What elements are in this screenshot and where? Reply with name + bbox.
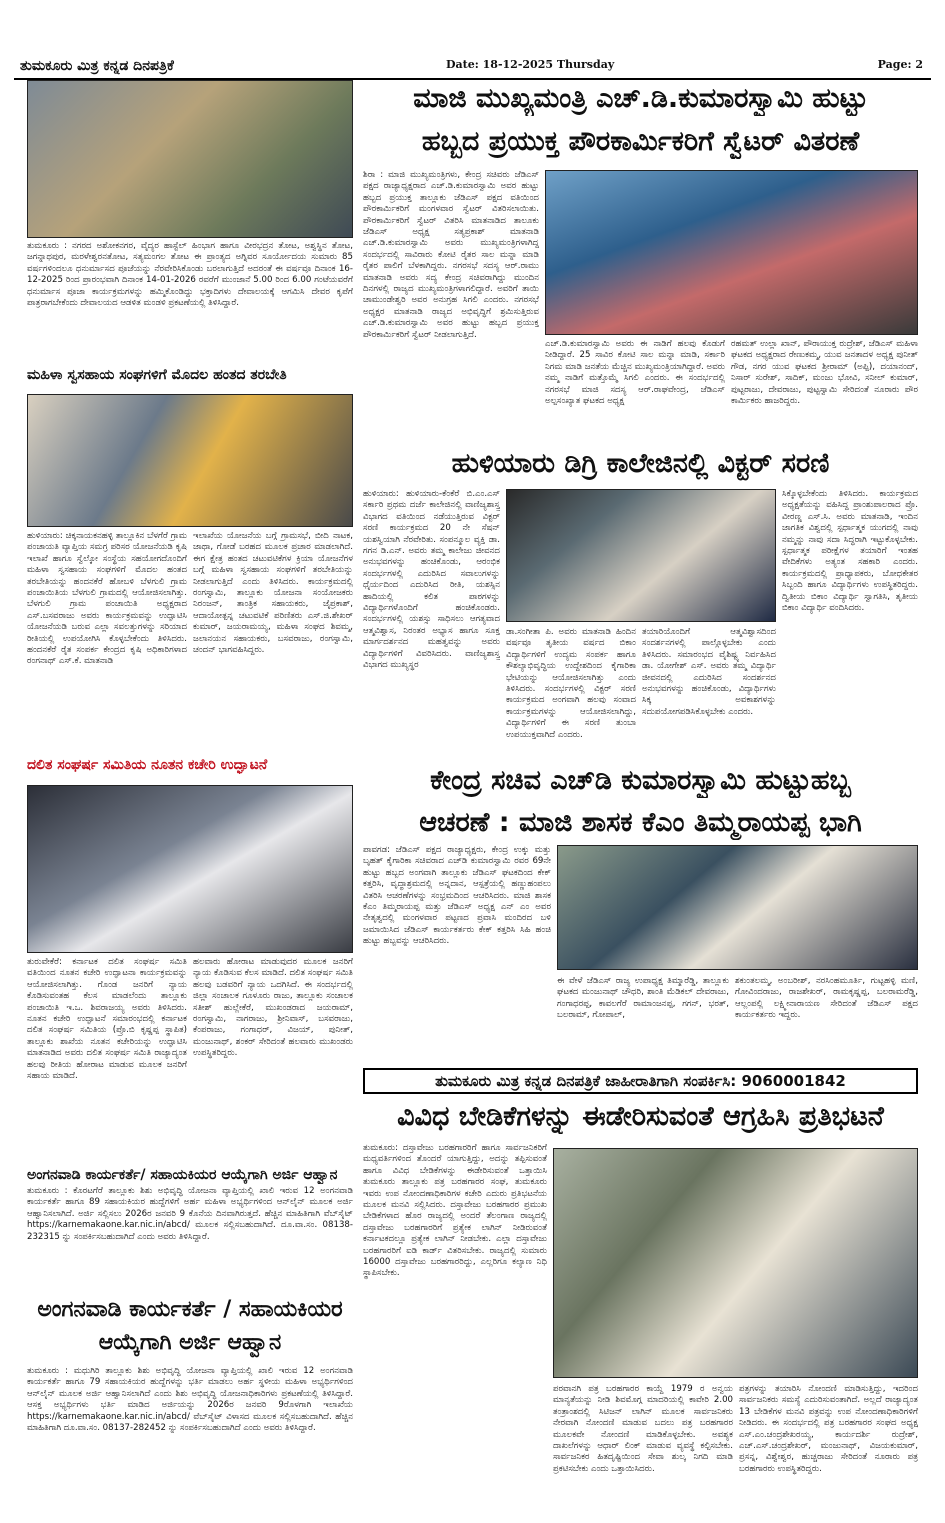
dalit-photo bbox=[27, 785, 353, 953]
training-col-1: ಹುಳಿಯಾರು: ಚಿಕ್ಕನಾಯಕನಹಳ್ಳಿ ತಾಲ್ಲೂಕಿನ ಬೆಳಗೆರೆ ಗ್ರಾಮ ಪಂಚಾಯತಿ ವ್ಯಾಪ್ತಿಯ ಸಮಗ್ರ ಪರಿಸರ ಯೋಜನೆಯಡಿ ಕೃಷಿ ಇಲಾಖೆ ಹಾಗೂ ಸ್ವೆಲ್ಕೋ ಸಂಸ್ಥೆಯ ಸಹಯೋಗದೊಂದಿಗೆ ಮಹಿಳಾ ಸ್ವಸಹಾಯ ಸಂಘಗಳಿಗೆ ಮೊದಲ ಹಂತದ ತರಬೇತಿಯನ್ನು ಹಂದನಕೆರೆ ಹೋಬಳಿ ಬೆಳಗುಲಿ ಗ್ರಾಮ ಪಂಚಾಯಿತಿಯ ಬೆಳಗುಲಿ ಗ್ರಾಮದಲ್ಲಿ ಆಯೋಜಿಸಲಾಗಿತ್ತು. ಬೆಳಗುಲಿ ಗ್ರಾಮ ಪಂಚಾಯಿತಿ ಅಧ್ಯಕ್ಷರಾದ ಎಸ್.ಬಸವರಾಜು ಅವರು ಕಾರ್ಯಕ್ರಮವನ್ನು ಉದ್ಘಾಟಿಸಿ ಯೋಜನೆಯಡಿ ಬರುವ ಎಲ್ಲಾ ಸವಲತ್ತುಗಳನ್ನು ಸರಿಯಾದ ರೀತಿಯಲ್ಲಿ ಉಪಯೋಗಿಸಿ ಕೊಳ್ಳಬೇಕೆಂದು ತಿಳಿಸಿದರು. ಹಂದನಕೆರೆ ರೈತ ಸಂಪರ್ಕ ಕೇಂದ್ರದ ಕೃಷಿ ಅಧಿಕಾರಿಗಳಾದ ರಂಗನಾಥ್ ಎಸ್.ಕೆ. ಮಾತನಾಡಿ bbox=[27, 531, 187, 667]
college-col-4: ಸಿಕ್ಕೊಳ್ಳಬೇಕೆಂದು ತಿಳಿಸಿದರು. ಕಾರ್ಯಕ್ರಮದ ಅಧ್ಯಕ್ಷತೆಯನ್ನು ವಹಿಸಿದ್ದ ಪ್ರಾಂಶುಪಾಲರಾದ ಪ್ರೊ. ವೀರಣ್ಣ ಎಸ್.ಸಿ. ಅವರು ಮಾತನಾಡಿ, ಇಂದಿನ ಜಾಗತಿಕ ವಿಶ್ವದಲ್ಲಿ ಸ್ಪರ್ಧಾತ್ಮಕ ಯುಗದಲ್ಲಿ ನಾವು ನಮ್ಮನ್ನು ನಾವು ಸದಾ ಸಿದ್ಧರಾಗಿ ಇಟ್ಟುಕೊಳ್ಳಬೇಕು. ಸ್ಪರ್ಧಾತ್ಮಕ ಪರೀಕ್ಷೆಗಳ ತಯಾರಿಗೆ ಇಂತಹ ವೇದಿಕೆಗಳು ಅತ್ಯಂತ ಸಹಕಾರಿ ಎಂದರು. ಕಾರ್ಯಕ್ರಮದಲ್ಲಿ ಪ್ರಾಧ್ಯಾಪಕರು, ಬೋಧಕೇತರ ಸಿಬ್ಬಂದಿ ಹಾಗೂ ವಿದ್ಯಾರ್ಥಿಗಳು ಉಪಸ್ಥಿತರಿದ್ದರು. ದ್ವಿತೀಯ ಬಿಕಾಂ ವಿದ್ಯಾರ್ಥಿ ಸ್ವಾಗತಿಸಿ, ತೃತೀಯ ಬಿಕಾಂ ವಿದ್ಯಾರ್ಥಿ ವಂದಿಸಿದರು. bbox=[782, 489, 918, 614]
hdk-col-1: ಪಾವಗಡ: ಜೆಡಿಎಸ್ ಪಕ್ಷದ ರಾಜ್ಯಾಧ್ಯಕ್ಷರು, ಕೇಂದ್ರ ಉಕ್ಕು ಮತ್ತು ಬೃಹತ್ ಕೈಗಾರಿಕಾ ಸಚಿವರಾದ ಎಚ್‌ಡಿ ಕುಮಾರಸ್ವಾಮಿ ರವರ 69ನೇ ಹುಟ್ಟು ಹಬ್ಬದ ಅಂಗವಾಗಿ ತಾಲ್ಲೂಕು ಜೆಡಿಎಸ್ ಘಟಕದಿಂದ ಕೇಕ್ ಕತ್ತರಿಸಿ, ವೃದ್ಧಾಶ್ರಮದಲ್ಲಿ ಅನ್ನದಾನ, ಆಸ್ಪತ್ರೆಯಲ್ಲಿ ಹಣ್ಣುಹಂಪಲು ವಿತರಿಸಿ ಆಚರಣೆಗಳನ್ನು ಸಂಭ್ರಮದಿಂದ ಆಚರಿಸಿದರು. ಮಾಜಿ ಶಾಸಕ ಕೆಎಂ ತಿಮ್ಮರಾಯಪ್ಪ ಮತ್ತು ಜೆಡಿಎಸ್ ಅಧ್ಯಕ್ಷ ಎನ್ ಎಂ ಅವರ ನೇತೃತ್ವದಲ್ಲಿ ಮಂಗಳವಾರ ಪಟ್ಟಣದ ಪ್ರವಾಸಿ ಮಂದಿರದ ಬಳಿ ಜಮಾಯಿಸಿದ ಜೆಡಿಎಸ್ ಕಾರ್ಯಕರ್ತರು ಕೇಕ್ ಕತ್ತರಿಸಿ ಸಿಹಿ ಹಂಚಿ ಹುಟ್ಟು ಹಬ್ಬವನ್ನು ಆಚರಿಸಿದರು. bbox=[363, 845, 551, 947]
paper-title: ತುಮಕೂರು ಮಿತ್ರ ಕನ್ನಡ ದಿನಪತ್ರಿಕೆ bbox=[20, 58, 174, 74]
dalit-col-1: ತುರುವೇಕೆರೆ: ಕರ್ನಾಟಕ ದಲಿತ ಸಂಘರ್ಷ ಸಮಿತಿ ವತಿಯಿಂದ ನೂತನ ಕಚೇರಿ ಉದ್ಘಾಟನಾ ಕಾರ್ಯಕ್ರಮವನ್ನು ಆಯೋಜಿಸಲಾಗಿತ್ತು. ಗೊಂಡ ಜನರಿಗೆ ನ್ಯಾಯ ಕೊಡಿಸುವಂತಹ ಕೆಲಸ ಮಾಡಲೆಂದು ತಾಲ್ಲೂಕು ಪಂಚಾಯಿತಿ ಇ.ಒ. ಶಿವರಾಜಯ್ಯ ಅವರು ತಿಳಿಸಿದರು. ನೂತನ ಕಚೇರಿ ಉದ್ಘಾಟನೆ ಸಮಾರಂಭದಲ್ಲಿ ಕರ್ನಾಟಕ ದಲಿತ ಸಂಘರ್ಷ ಸಮಿತಿಯ (ಪ್ರೊ.ಬಿ ಕೃಷ್ಣಪ್ಪ ಸ್ಥಾಪಿತ) ತಾಲ್ಲೂಕು ಶಾಖೆಯ ನೂತನ ಕಚೇರಿಯನ್ನು ಉದ್ಘಾಟಿಸಿ ಮಾತನಾಡಿದ ಅವರು ದಲಿತ ಸಂಘರ್ಷ ಸಮಿತಿ ರಾಜ್ಯಾದ್ಯಂತ ಹಲವು ರೀತಿಯ ಹೋರಾಟ ಮಾಡುವ ಮೂಲಕ ಜನರಿಗೆ ಸಹಾಯ ಮಾಡಿದೆ. bbox=[27, 957, 187, 1082]
page-number: Page: 2 bbox=[877, 58, 923, 71]
protest-col-1: ತುಮಕೂರು: ದಸ್ತಾವೇಜು ಬರಹಗಾರರಿಗೆ ಹಾಗೂ ಸಾರ್ವಜನಿಕರಿಗೆ ಮಧ್ಯವರ್ತಿಗಳಿಂದ ತೊಂದರೆ ಯಾಗುತ್ತಿದ್ದು, ಅದನ್ನು ತಪ್ಪಿಸುವಂತೆ ಹಾಗೂ ವಿವಿಧ ಬೇಡಿಕೆಗಳನ್ನು ಈಡೇರಿಸುವಂತೆ ಒತ್ತಾಯಿಸಿ ತುಮಕೂರು ತಾಲ್ಲೂಕು ಪತ್ರ ಬರಹಗಾರರ ಸಂಘ, ತುಮಕೂರು ಇವರು ಉಪ ನೋಂದಣಾಧಿಕಾರಿಗಳ ಕಚೇರಿ ಎದುರು ಪ್ರತಿಭಟನೆಯ ಮೂಲಕ ಮನವಿ ಸಲ್ಲಿಸಿದರು. ದಸ್ತಾವೇಜು ಬರಹಗಾರರ ಪ್ರಮುಖ ಬೇಡಿಕೆಗಳಾದ ಹೊರ ರಾಜ್ಯದಲ್ಲಿ ಅಂದರೆ ತೆಲಂಗಾಣ ರಾಜ್ಯದಲ್ಲಿ ದಸ್ತಾವೇಜು ಬರಹಗಾರರಿಗೆ ಪ್ರತ್ಯೇಕ ಲಾಗಿನ್ ನೀಡಿರುವಂತೆ ಕರ್ನಾಟಕದಲ್ಲೂ ಪ್ರತ್ಯೇಕ ಲಾಗಿನ್ ನೀಡಬೇಕು. ಎಲ್ಲಾ ದಸ್ತಾವೇಜು ಬರಹಗಾರರಿಗೆ ಐಡಿ ಕಾರ್ಡ್ ವಿತರಿಸಬೇಕು. ರಾಜ್ಯದಲ್ಲಿ ಸುಮಾರು 16000 ದಸ್ತಾವೇಜು ಬರಹಗಾರರಿದ್ದು, ಎಲ್ಲರಿಗೂ ಕಲ್ಯಾಣ ನಿಧಿ ಸ್ಥಾಪಿಸಬೇಕು. bbox=[363, 1143, 547, 1279]
dalit-headline: ದಲಿತ ಸಂಘರ್ಷ ಸಮಿತಿಯ ನೂತನ ಕಚೇರಿ ಉದ್ಘಾಟನೆ bbox=[27, 757, 268, 773]
anganwadi-2-article: ತುಮಕೂರು : ಮಧುಗಿರಿ ತಾಲ್ಲೂಕು ಶಿಶು ಅಭಿವೃದ್ಧಿ ಯೋಜನಾ ವ್ಯಾಪ್ತಿಯಲ್ಲಿ ಖಾಲಿ ಇರುವ 12 ಅಂಗನವಾಡಿ ಕಾರ್ಯಕರ್ತೆ ಹಾಗೂ 79 ಸಹಾಯಕಿಯರ ಹುದ್ದೆಗಳನ್ನು ಭರ್ತಿ ಮಾಡಲು ಅರ್ಹ ಸ್ಥಳೀಯ ಮಹಿಳಾ ಅಭ್ಯರ್ಥಿಗಳಿಂದ ಆನ್‌ಲೈನ್ ಮೂಲಕ ಅರ್ಜಿ ಆಹ್ವಾನಿಸಲಾಗಿದೆ ಎಂದು ಶಿಶು ಅಭಿವೃದ್ಧಿ ಯೋಜನಾಧಿಕಾರಿಗಳು ಪ್ರಕಟಣೆಯಲ್ಲಿ ತಿಳಿಸಿದ್ದಾರೆ. ಆಸಕ್ತ ಅಭ್ಯರ್ಥಿಗಳು ಭರ್ತಿ ಮಾಡಿದ ಅರ್ಜಿಯನ್ನು 2026ರ ಜನವರಿ 9ರೊಳಗಾಗಿ ಇಲಾಖೆಯ https://karnemakaone.kar.nic.in/abcd/ ವೆಬ್‌ಸೈಟ್ ವಿಳಾಸದ ಮೂಲಕ ಸಲ್ಲಿಸಬಹುದಾಗಿದೆ. ಹೆಚ್ಚಿನ ಮಾಹಿತಿಗಾಗಿ ದೂ.ವಾ.ಸಂ. 08137-282452 ನ್ನು ಸಂಪರ್ಕಿಸಬಹುದಾಗಿದೆ ಎಂದು ಅವರು ತಿಳಿಸಿದ್ದಾರೆ. bbox=[27, 1366, 353, 1434]
protest-col-3: ಪತ್ರಗಳನ್ನು ತಯಾರಿಸಿ ನೋಂದಣಿ ಮಾಡಿಸುತ್ತಿದ್ದು, ಇದರಿಂದ ಸಾರ್ವಜನಿಕರು ಸಮಸ್ಯೆ ಎದುರಿಸುವಂತಾಗಿದೆ. ಅಲ್ಲದೆ ರಾಜ್ಯಾದ್ಯಂತ 13 ಬೇಡಿಕೆಗಳ ಮನವಿ ಪತ್ರವನ್ನು ಉಪ ನೋಂದಣಾಧಿಕಾರಿಗಳಿಗೆ ನೀಡಿದರು. ಈ ಸಂದರ್ಭದಲ್ಲಿ ಪತ್ರ ಬರಹಗಾರರ ಸಂಘದ ಅಧ್ಯಕ್ಷ ಎಸ್.ಎಂ.ಚಂದ್ರಶೇಖರಯ್ಯ, ಕಾರ್ಯದರ್ಶಿ ರುದ್ರೇಶ್, ಎಚ್.ಎಸ್.ಚಂದ್ರಶೇಖರ್, ಮಂಜುನಾಥ್, ವಿಜಯಕುಮಾರ್, ಪ್ರಸನ್ನ, ವಿಶ್ವೇಶ್ವರ, ಹುಚ್ಚರಾಜು ಸೇರಿದಂತೆ ನೂರಾರು ಪತ್ರ ಬರಹಗಾರರು ಉಪಸ್ಥಿತರಿದ್ದರು. bbox=[739, 1384, 918, 1474]
temple-article: ತುಮಕೂರು : ನಗರದ ಅಶೋಕನಗರ, ವೈದ್ಯರ ಹಾಸ್ಟೆಲ್ ಹಿಂಭಾಗ ಹಾಗೂ ವೀರಭದ್ರನ ತೋಟ, ಅಶ್ವಸ್ಥಿನ ತೋಟ, ಜಗನ್ನಾಥಪುರ, ಮರಳೇಶ್ವರನತೋಟ, ಸತ್ಯಮಂಗಲ ತೋಟ ಈ ಪ್ರಾಂತ್ಯದ ಅಗ್ನಿವರ ಸೂರ್ಯೋದಯ ಸುಮಾರು 85 ವರ್ಷಗಳಿಂದಲೂ ಧನುರ್ಮಾಸದ ಪೂಜೆಯನ್ನು ನೆರವೇರಿಸಿಕೊಂಡು ಬರಲಾಗುತ್ತಿದೆ ಅದರಂತೆ ಈ ವರ್ಷವೂ ದಿನಾಂಕ 16-12-2025 ರಿಂದ ಪ್ರಾರಂಭವಾಗಿ ದಿನಾಂಕ 14-01-2026 ರವರೆಗೆ ಮುಂಜಾನೆ 5.00 ರಿಂದ 6.00 ಗಂಟೆಯವರೆಗೆ ಧನುರ್ಮಾಸ ಪೂಜಾ ಕಾರ್ಯಕ್ರಮಗಳನ್ನು ಹಮ್ಮಿಕೊಂಡಿದ್ದು ಭಕ್ತಾದಿಗಳು ದೇವಾಲಯಕ್ಕೆ ಆಗಮಿಸಿ ದೇವರ ಕೃಪೆಗೆ ಪಾತ್ರರಾಗಬೇಕೆಂದು ದೇವಾಲಯದ ಆಡಳಿತ ಮಂಡಳಿ ಪ್ರಕಟಣೆಯಲ್ಲಿ ತಿಳಿಸಿದ್ದಾರೆ. bbox=[27, 241, 353, 309]
training-headline: ಮಹಿಳಾ ಸ್ವಸಹಾಯ ಸಂಘಗಳಿಗೆ ಮೊದಲ ಹಂತದ ತರಬೇತಿ bbox=[27, 367, 287, 383]
anganwadi-2-headline-2: ಆಯ್ಕೆಗಾಗಿ ಅರ್ಜಿ ಆಹ್ವಾನ bbox=[98, 1330, 282, 1355]
story1-headline-2: ಹಬ್ಬದ ಪ್ರಯುಕ್ತ ಪೌರಕಾರ್ಮಿಕರಿಗೆ ಸ್ವೆಟರ್ ವಿತರಣೆ bbox=[421, 126, 860, 157]
story1-col-2: ಎಚ್.ಡಿ.ಕುಮಾರಸ್ವಾಮಿ ಅವರು ಈ ನಾಡಿಗೆ ಹಲವು ಕೊಡುಗೆ ನೀಡಿದ್ದಾರೆ. 25 ಸಾವಿರ ಕೋಟಿ ಸಾಲ ಮನ್ನಾ ಮಾಡಿ, ಸರ್ಕಾರಿ ನಿಗಮ ಮಾಡಿ ಜನತೆಯ ಮೆಚ್ಚಿನ ಮುಖ್ಯಮಂತ್ರಿಯಾಗಿದ್ದಾರೆ. ಅವರು ನಮ್ಮ ನಾಡಿಗೆ ಮತ್ತೊಮ್ಮೆ ಸಿಗಲಿ ಎಂದರು. ಈ ಸಂದರ್ಭದಲ್ಲಿ ನಗರಸಭೆ ಮಾಜಿ ಸದಸ್ಯ ಆರ್.ರಾಘವೇಂದ್ರ, ಜೆಡಿಎಸ್ ಅಲ್ಪಸಂಖ್ಯಾತ ಘಟಕದ ಅಧ್ಯಕ್ಷ bbox=[545, 339, 725, 407]
protest-col-2: ಪರವಾನಗಿ ಪತ್ರ ಬರಹಗಾರರ ಕಾಯ್ದೆ 1979 ರ ಅನ್ವಯ ಮಾನ್ಯತೆಯನ್ನು ನೀಡಿ ಶಿವಮೊಗ್ಗ ಮಾದರಿಯಲ್ಲಿ ಕಾವೇರಿ 2.00 ತಂತ್ರಾಂಶದಲ್ಲಿ ಸಿಟಿಜನ್ ಲಾಗಿನ್ ಮೂಲಕ ಸಾರ್ವಜನಿಕರು ನೇರವಾಗಿ ನೋಂದಣಿ ಮಾಡುವ ಬದಲು ಪತ್ರ ಬರಹಗಾರರ ಮೂಲಕವೇ ನೋಂದಣಿ ಮಾಡಿಕೊಳ್ಳಬೇಕು. ಅವಶ್ಯಕ ದಾಖಲೆಗಳನ್ನು ಆಧಾರ್ ಲಿಂಕ್ ಮಾಡುವ ವ್ಯವಸ್ಥೆ ಕಲ್ಪಿಸಬೇಕು. ಸಾರ್ವಜನಿಕರ ಹಿತದೃಷ್ಟಿಯಿಂದ ಸೇವಾ ಶುಲ್ಕ ನಿಗದಿ ಮಾಡಿ ಪ್ರಕಟಿಸಬೇಕು ಎಂದು ಒತ್ತಾಯಿಸಿದರು. bbox=[553, 1384, 733, 1474]
hdk-col-2: ಈ ವೇಳೆ ಜೆಡಿಎಸ್ ರಾಜ್ಯ ಉಪಾಧ್ಯಕ್ಷ ತಿಮ್ಮಾರೆಡ್ಡಿ, ತಾಲ್ಲೂಕು ಘಟಕದ ಮಂಜುನಾಥ್ ಚೌಧರಿ, ಶಾಂತಿ ಮೆಡಿಕಲ್ ದೇವರಾಜು, ಗಂಗಾಧರಪ್ಪ, ಕಾವಲಗೆರೆ ರಾಮಾಂಜನಪ್ಪ, ಗಗನ್, ಭರತ್, ಬಲರಾಮ್, ಗೋಪಾಲ್, bbox=[557, 976, 729, 1021]
ad-banner: ತುಮಕೂರು ಮಿತ್ರ ಕನ್ನಡ ದಿನಪತ್ರಿಕೆ ಜಾಹೀರಾತಿಗಾಗಿ ಸಂಪರ್ಕಿಸಿ: 9060001842 bbox=[363, 1068, 918, 1094]
hdk-headline-1: ಕೇಂದ್ರ ಸಚಿವ ಎಚ್‌ಡಿ ಕುಮಾರಸ್ವಾಮಿ ಹುಟ್ಟುಹಬ್ಬ bbox=[430, 765, 851, 796]
temple-photo bbox=[27, 80, 353, 238]
story1-photo bbox=[545, 170, 918, 335]
masthead bbox=[14, 56, 931, 78]
college-photo bbox=[506, 489, 776, 622]
college-headline: ಹುಳಿಯಾರು ಡಿಗ್ರಿ ಕಾಲೇಜಿನಲ್ಲಿ ವಿಕ್ಟರ್ ಸರಣಿ bbox=[451, 448, 830, 479]
anganwadi-1-headline: ಅಂಗನವಾಡಿ ಕಾರ್ಯಕರ್ತೆ/ ಸಹಾಯಕಿಯರ ಆಯ್ಕೆಗಾಗಿ ಅರ್ಜಿ ಆಹ್ವಾನ bbox=[27, 1167, 338, 1183]
college-col-2: ಡಾ.ಸಂಗೀತಾ ಪಿ. ಅವರು ಮಾತನಾಡಿ ಹಿಂದಿನ ವರ್ಷವೂ ತೃತೀಯ ವರ್ಷದ ಬಿಕಾಂ ವಿದ್ಯಾರ್ಥಿಗಳಿಗೆ ಉದ್ಯಮ ಸಂಪರ್ಕ ಹಾಗೂ ಕೌಶಲ್ಯಾಭಿವೃದ್ಧಿಯ ಉದ್ದೇಶದಿಂದ ಕೈಗಾರಿಕಾ ಭೇಟಿಯನ್ನು ಆಯೋಜಿಸಲಾಗಿತ್ತು ಎಂದು ತಿಳಿಸಿದರು. ಸಂದರ್ಭಗಳಲ್ಲಿ ವಿಕ್ಟರ್ ಸರಣಿ ಕಾರ್ಯಕ್ರಮದ ಅಂಗವಾಗಿ ಹಲವು ಸಂವಾದ ಕಾರ್ಯಕ್ರಮಗಳನ್ನು ಆಯೋಜಿಸಲಾಗಿದ್ದು, ವಿದ್ಯಾರ್ಥಿಗಳಿಗೆ ಈ ಸರಣಿ ತುಂಬಾ ಉಪಯುಕ್ತವಾಗಿದೆ ಎಂದರು. bbox=[506, 627, 636, 740]
college-col-3: ತಯಾರಿಯೊಂದಿಗೆ ಆತ್ಮವಿಶ್ವಾಸದಿಂದ ಸಂದರ್ಶನಗಳಲ್ಲಿ ಪಾಲ್ಗೊಳ್ಳಬೇಕು ಎಂದು ತಿಳಿಸಿದರು. ಸಮಾರಂಭದ ವೈಶಿಷ್ಟ್ಯ ನಿರ್ವಹಿಸಿದ ಡಾ. ಯೋಗೇಶ್ ಎಸ್. ಅವರು ತಮ್ಮ ವಿದ್ಯಾರ್ಥಿ ಜೀವನದಲ್ಲಿ ಎದುರಿಸಿದ ಸಂದರ್ಶನದ ಅನುಭವಗಳನ್ನು ಹಂಚಿಕೊಂಡು, ವಿದ್ಯಾರ್ಥಿಗಳು ಸಿಕ್ಕ ಅವಕಾಶಗಳನ್ನು ಸದುಪಯೋಗಪಡಿಸಿಕೊಳ್ಳಬೇಕು ಎಂದರು. bbox=[642, 627, 776, 717]
dalit-col-2: ಹಲವಾರು ಹೋರಾಟ ಮಾಡುವುದರ ಮೂಲಕ ಜನರಿಗೆ ನ್ಯಾಯ ಕೊಡಿಸುವ ಕೆಲಸ ಮಾಡಿದೆ. ದಲಿತ ಸಂಘರ್ಷ ಸಮಿತಿ ಹಲವು ಬಡವರಿಗೆ ನ್ಯಾಯ ಒದಗಿಸಿದೆ. ಈ ಸಂದರ್ಭದಲ್ಲಿ ಜಿಲ್ಲಾ ಸಂಚಾಲಕ ಗೂಳೂರು ರಾಜು, ತಾಲ್ಲೂಕು ಸಂಚಾಲಕ ಸತೀಶ್ ಹುಲ್ಲೇಕೆರೆ, ಮುಖಂಡರಾದ ಜಯರಾಮ್, ರಂಗಸ್ವಾಮಿ, ನಾಗರಾಜು, ಶ್ರೀನಿವಾಸ್, ಬಸವರಾಜು, ಕೆಂಪರಾಜು, ಗಂಗಾಧರ್, ವಿಜಯ್, ಪುನೀತ್, ಮಂಜುನಾಥ್, ಶಂಕರ್ ಸೇರಿದಂತೆ ಹಲವಾರು ಮುಖಂಡರು ಉಪಸ್ಥಿತರಿದ್ದರು. bbox=[193, 957, 353, 1059]
hdk-photo bbox=[557, 845, 918, 970]
anganwadi-2-headline-1: ಅಂಗನವಾಡಿ ಕಾರ್ಯಕರ್ತೆ / ಸಹಾಯಕಿಯರ bbox=[37, 1297, 343, 1322]
college-col-1: ಹುಳಿಯಾರು: ಹುಳಿಯಾರು-ಕೆಂಕೆರೆ ಬಿ.ಎಂ.ಎಸ್ ಸರ್ಕಾರಿ ಪ್ರಥಮ ದರ್ಜೆ ಕಾಲೇಜಿನಲ್ಲಿ ವಾಣಿಜ್ಯಶಾಸ್ತ್ರ ವಿಭಾಗದ ವತಿಯಿಂದ ನಡೆಯುತ್ತಿರುವ ವಿಕ್ಟರ್ ಸರಣಿ ಕಾರ್ಯಕ್ರಮದ 20 ನೇ ಸೆಷನ್ ಯಶಸ್ವಿಯಾಗಿ ನೆರವೇರಿತು. ಸಂಪನ್ಮೂಲ ವ್ಯಕ್ತಿ ಡಾ. ಗಗನ ಡಿ.ಎನ್. ಅವರು ತಮ್ಮ ಕಾಲೇಜು ಜೀವನದ ಅನುಭವಗಳನ್ನು ಹಂಚಿಕೊಂಡು, ಆರಂಭಿಕ ಸಂದರ್ಭಗಳಲ್ಲಿ ಎದುರಿಸಿದ ಸವಾಲುಗಳನ್ನು ಧೈರ್ಯದಿಂದ ಎದುರಿಸಿದ ರೀತಿ, ಯಶಸ್ಸಿನ ಹಾದಿಯಲ್ಲಿ ಕಲಿತ ಪಾಠಗಳನ್ನು ವಿದ್ಯಾರ್ಥಿಗಳೊಂದಿಗೆ ಹಂಚಿಕೊಂಡರು. ಸಂದರ್ಭಗಳಲ್ಲಿ ಯಶಸ್ಸು ಸಾಧಿಸಲು ಆಗತ್ಯವಾದ ಆತ್ಮವಿಶ್ವಾಸ, ನಿರಂತರ ಅಭ್ಯಾಸ ಹಾಗೂ ಸೂಕ್ತ ಮಾರ್ಗದರ್ಶನದ ಮಹತ್ವವನ್ನು ಅವರು ವಿದ್ಯಾರ್ಥಿಗಳಿಗೆ ವಿವರಿಸಿದರು. ವಾಣಿಜ್ಯಶಾಸ್ತ್ರ ವಿಭಾಗದ ಮುಖ್ಯಸ್ಥರ bbox=[363, 489, 500, 671]
story1-headline-1: ಮಾಜಿ ಮುಖ್ಯಮಂತ್ರಿ ಎಚ್.ಡಿ.ಕುಮಾರಸ್ವಾಮಿ ಹುಟ್ಟು bbox=[413, 83, 868, 114]
protest-photo bbox=[553, 1148, 918, 1378]
training-col-2: ಇಲಾಖೆಯ ಯೋಜನೆಯ ಬಗ್ಗೆ ಗ್ರಾಮಸಭೆ, ಬೀದಿ ನಾಟಕ, ಜಾಥಾ, ಗೋಡೆ ಬರಹದ ಮೂಲಕ ಪ್ರಚಾರ ಮಾಡಲಾಗಿದೆ. ಈಗ ಕ್ಷೇತ್ರ ಹಂತದ ಚಟುವಟಿಕೆಗಳ ಕ್ರಿಯಾ ಯೋಜನೆಗಳ ಬಗ್ಗೆ ಮಹಿಳಾ ಸ್ವಸಹಾಯ ಸಂಘಗಳಿಗೆ ತರಬೇತಿಯನ್ನು ನೀಡಲಾಗುತ್ತಿದೆ ಎಂದು ತಿಳಿಸಿದರು. ಕಾರ್ಯಕ್ರಮದಲ್ಲಿ ರಂಗಸ್ವಾಮಿ, ತಾಲ್ಲೂಕು ಯೋಜನಾ ಸಂಯೋಜಕರು ನಿರಂಜನ್, ತಾಂತ್ರಿಕ ಸಹಾಯಕರು, ಜೈಪ್ರಕಾಶ್, ಆದಾಯೋತ್ಪನ್ನ ಚಟುವಟಿಕೆ ಪರಿಣಿತರು ಎಸ್.ಜಿ.ಶೇಖರ್ ಕುಮಾರ್, ಜಯರಾಮಯ್ಯ, ಮಹಿಳಾ ಸಂಘದ ಶಿವಮ್ಮ, ಜಲಾನಯನ ಸಹಾಯಕರು, ಬಸವರಾಜು, ರಂಗಸ್ವಾಮಿ, ಚಂದನ್ ಭಾಗವಹಿಸಿದ್ದರು. bbox=[193, 531, 353, 656]
hdk-col-3: ಶಕುಂತಲಮ್ಮ, ಅಂಬರೀಶ್, ನರಸಿಂಹಮೂರ್ತಿ, ಗುಟ್ಟಹಳ್ಳಿ ಮಣಿ, ಗೋವಿಂದರಾಜು, ರಾಜಶೇಖರ್, ರಾಮಕೃಷ್ಣಪ್ಪ, ಬಲರಾಮರೆಡ್ಡಿ, ಆಲ್ಲಂಪಲ್ಲಿ ಲಕ್ಷ್ಮೀನಾರಾಯಣ ಸೇರಿದಂತೆ ಜೆಡಿಎಸ್ ಪಕ್ಷದ ಕಾರ್ಯಕರ್ತರು ಇದ್ದರು. bbox=[735, 976, 918, 1021]
story1-col-3: ರಹಮತ್ ಉಲ್ಲಾ ಖಾನ್, ಪೌರಾಯುಕ್ತ ರುದ್ರೇಶ್, ಜೆಡಿಎಸ್ ಮಹಿಳಾ ಘಟಕದ ಅಧ್ಯಕ್ಷರಾದ ರೇಣುಕಮ್ಮ, ಯುವ ಜನತಾದಳ ಅಧ್ಯಕ್ಷ ಪುನೀತ್ ಗೌಡ, ನಗರ ಯುವ ಘಟಕದ ಶ್ರೀರಾಮ್ (ಅಪ್ಪಿ), ದಯಾನಂದ್, ನಿಸಾರ್ ಸುರೇಶ್, ಸಾದಿಕ್, ಮಂಜು ಭೋವಿ, ಸನೀಲ್ ಕುಮಾರ್, ಪುಟ್ಟರಾಜು, ದೇವರಾಜು, ಪುಟ್ಟಸ್ವಾಮಿ ಸೇರಿದಂತೆ ನೂರಾರು ಪೌರ ಕಾರ್ಮಿಕರು ಹಾಜರಿದ್ದರು. bbox=[731, 339, 918, 407]
protest-headline: ವಿವಿಧ ಬೇಡಿಕೆಗಳನ್ನು ಈಡೇರಿಸುವಂತೆ ಆಗ್ರಹಿಸಿ ಪ್ರತಿಭಟನೆ bbox=[397, 1101, 884, 1132]
training-photo bbox=[27, 394, 353, 527]
anganwadi-1-article: ತುಮಕೂರು : ಕೊರಟಗೆರೆ ತಾಲ್ಲೂಕು ಶಿಶು ಅಭಿವೃದ್ಧಿ ಯೋಜನಾ ವ್ಯಾಪ್ತಿಯಲ್ಲಿ ಖಾಲಿ ಇರುವ 12 ಅಂಗನವಾಡಿ ಕಾರ್ಯಕರ್ತೆ ಹಾಗೂ 89 ಸಹಾಯಕಿಯರ ಹುದ್ದೆಗಳಿಗೆ ಅರ್ಹ ಮಹಿಳಾ ಅಭ್ಯರ್ಥಿಗಳಿಂದ ಆನ್‌ಲೈನ್ ಮೂಲಕ ಅರ್ಜಿ ಆಹ್ವಾನಿಸಲಾಗಿದೆ. ಅರ್ಜಿ ಸಲ್ಲಿಸಲು 2026ರ ಜನವರಿ 9 ಕೊನೆಯ ದಿನವಾಗಿರುತ್ತದೆ. ಹೆಚ್ಚಿನ ಮಾಹಿತಿಗಾಗಿ ವೆಬ್‌ಸೈಟ್ https://karnemakaone.kar.nic.in/abcd/ ಮೂಲಕ ಸಲ್ಲಿಸಬಹುದಾಗಿದೆ. ದೂ.ವಾ.ಸಂ. 08138-232315 ನ್ನು ಸಂಪರ್ಕಿಸಬಹುದಾಗಿದೆ ಎಂದು ಅವರು ತಿಳಿಸಿದ್ದಾರೆ. bbox=[27, 1186, 353, 1242]
issue-date: Date: 18-12-2025 Thursday bbox=[446, 58, 615, 71]
hdk-headline-2: ಆಚರಣೆ : ಮಾಜಿ ಶಾಸಕ ಕೆಎಂ ತಿಮ್ಮರಾಯಪ್ಪ ಭಾಗಿ bbox=[419, 807, 862, 838]
story1-col-1: ಶಿರಾ : ಮಾಜಿ ಮುಖ್ಯಮಂತ್ರಿಗಳು, ಕೇಂದ್ರ ಸಚಿವರು ಜೆಡಿಎಸ್ ಪಕ್ಷದ ರಾಜ್ಯಾಧ್ಯಕ್ಷರಾದ ಎಚ್.ಡಿ.ಕುಮಾರಸ್ವಾಮಿ ಅವರ ಹುಟ್ಟು ಹಬ್ಬದ ಪ್ರಯುಕ್ತ ತಾಲ್ಲೂಕು ಜೆಡಿಎಸ್ ಪಕ್ಷದ ವತಿಯಿಂದ ಪೌರಕಾರ್ಮಿಕರಿಗೆ ಮಂಗಳವಾರ ಸ್ವೆಟರ್ ವಿತರಿಸಲಾಯಿತು. ಪೌರಕಾರ್ಮಿಕರಿಗೆ ಸ್ವೆಟರ್ ವಿತರಿಸಿ ಮಾತನಾಡಿದ ತಾಲೂಕು ಜೆಡಿಎಸ್ ಅಧ್ಯಕ್ಷ ಸತ್ಯಪ್ರಕಾಶ್ ಮಾತನಾಡಿ ಎಚ್.ಡಿ.ಕುಮಾರಸ್ವಾಮಿ ಅವರು ಮುಖ್ಯಮಂತ್ರಿಗಳಾಗಿದ್ದ ಸಂದರ್ಭದಲ್ಲಿ ಸಾವಿರಾರು ಕೋಟಿ ರೈತರ ಸಾಲ ಮನ್ನಾ ಮಾಡಿ ರೈತರ ಪಾಲಿಗೆ ಬೆಳಕಾಗಿದ್ದರು. ನಗರಸಭೆ ಸದಸ್ಯ ಆರ್.ರಾಮು ಮಾತನಾಡಿ ಅವರು ಸದ್ಯ ಕೇಂದ್ರ ಸಚಿವರಾಗಿದ್ದು ಮುಂದಿನ ದಿನಗಳಲ್ಲಿ ರಾಜ್ಯದ ಮುಖ್ಯಮಂತ್ರಿಗಳಾಗಲಿದ್ದಾರೆ. ಅವರಿಗೆ ತಾಯಿ ಚಾಮುಂಡೇಶ್ವರಿ ಅವರ ಅನುಗ್ರಹ ಸಿಗಲಿ ಎಂದರು. ನಗರಸಭೆ ಅಧ್ಯಕ್ಷರ ಮಾತನಾಡಿ ರಾಜ್ಯದ ಅಭಿವೃದ್ಧಿಗೆ ಶ್ರಮಿಸುತ್ತಿರುವ ಎಚ್.ಡಿ.ಕುಮಾರಸ್ವಾಮಿ ಅವರ ಹುಟ್ಟು ಹಬ್ಬದ ಪ್ರಯುಕ್ತ ಪೌರಕಾರ್ಮಿಕರಿಗೆ ಸ್ವೆಟರ್ ನೀಡಲಾಗುತ್ತಿದೆ. bbox=[363, 170, 539, 340]
